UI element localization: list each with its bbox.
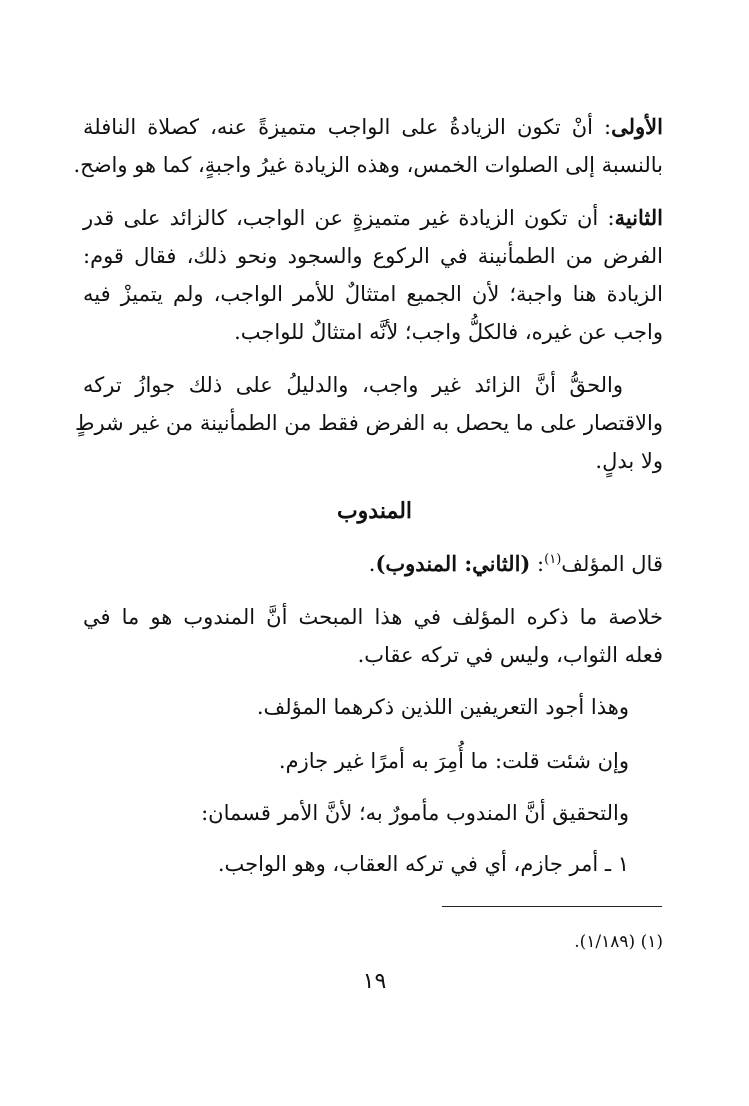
list-item-first-type: ١ ـ أمر جازم، أي في تركه العقاب، وهو الواجب. <box>217 852 629 876</box>
paragraph-line: والحقُّ أنَّ الزائد غير واجب، والدليلُ على ذلك جوازُ تركه <box>83 373 623 397</box>
term-label: الأولى <box>611 114 663 139</box>
paragraph-line: خلاصة ما ذكره المؤلف في هذا المبحث أنَّ المندوب هو ما في <box>83 605 663 629</box>
paragraph-line: ولا بدلٍ. <box>595 449 663 473</box>
author-quote: قال المؤلف$^{(١)}$: (الثاني: المندوب). <box>368 551 663 576</box>
paragraph-line: الثانية: أن تكون الزيادة غير متميزةٍ عن الواجب، كالزائد على قدر <box>83 205 663 230</box>
footnote-separator <box>442 906 662 907</box>
paragraph-conclusion <box>75 366 663 480</box>
paragraph-alternative-definition: وإن شئت قلت: ما أُمِرَ به أمرًا غير جازم. <box>278 749 629 773</box>
paragraph-line: واجب عن غيره، فالكلُّ واجب؛ لأنَّه امتثالٌ للواجب. <box>234 320 663 344</box>
paragraph-line: الفرض من الطمأنينة في الركوع والسجود ونحو ذلك، فقال قوم: <box>83 244 663 268</box>
paragraph-line: والاقتصار على ما يحصل به الفرض فقط من الطمأنينة من غير شرطٍ <box>75 411 663 435</box>
page-number: ١٩ <box>362 969 387 994</box>
footnote: (١) (١/١٨٩). <box>574 932 663 952</box>
paragraph-verification: والتحقيق أنَّ المندوب مأمورٌ به؛ لأنَّ الأمر قسمان: <box>201 801 629 825</box>
paragraph-line: الزيادة هنا واجبة؛ لأن الجميع امتثالٌ للأمر الواجب، ولم يتميزْ فيه <box>83 282 663 306</box>
section-heading: المندوب <box>336 498 413 524</box>
paragraph-line: فعله الثواب، وليس في تركه عقاب. <box>357 643 663 667</box>
paragraph-summary <box>83 598 663 674</box>
paragraph-line: الأولى: أنْ تكون الزيادةُ على الواجب متميزةً عنه، كصلاة النافلة <box>83 114 663 139</box>
paragraph-best-definition: وهذا أجود التعريفين اللذين ذكرهما المؤلف. <box>256 695 629 719</box>
paragraph-first-case <box>73 108 663 184</box>
term-label: الثانية <box>614 205 663 230</box>
quote-lead: قال المؤلف <box>561 552 663 576</box>
footnote-reference[interactable]: (١) <box>544 552 562 567</box>
paragraph-second-case <box>83 199 663 351</box>
paragraph-line: بالنسبة إلى الصلوات الخمس، وهذه الزيادة غيرُ واجبةٍ، كما هو واضح. <box>73 153 663 177</box>
quote-bold-text: (الثاني: المندوب) <box>375 551 531 576</box>
